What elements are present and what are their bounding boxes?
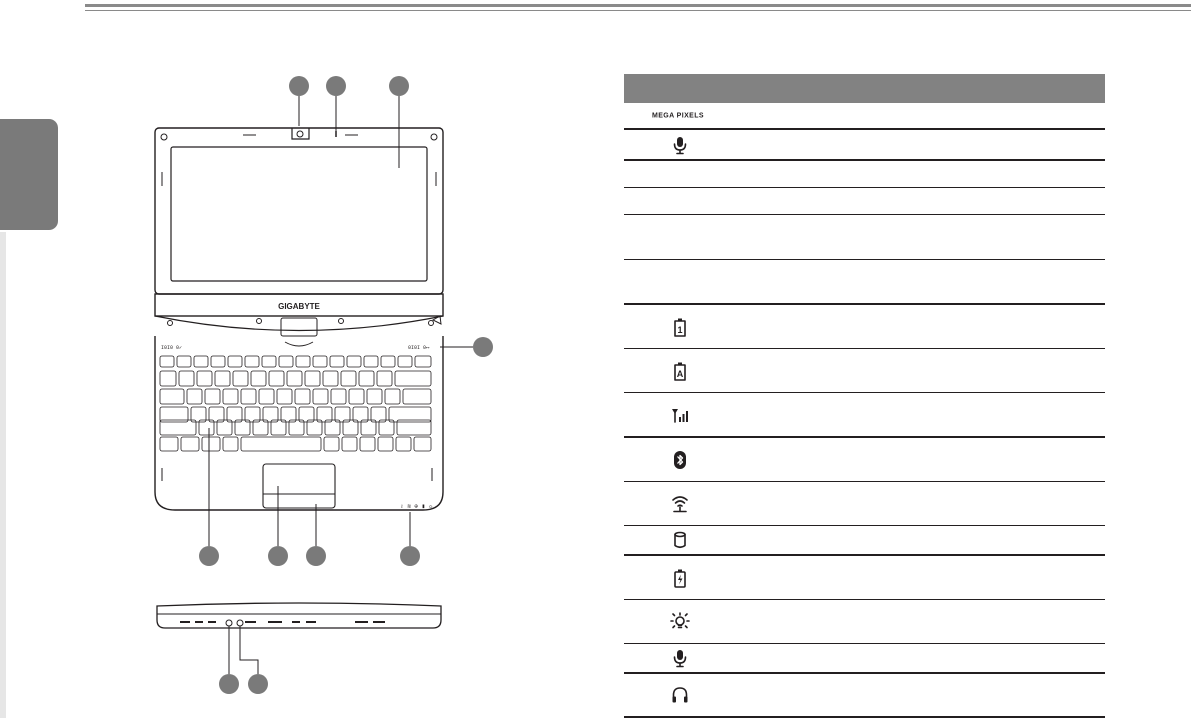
battery-a-icon xyxy=(670,361,690,381)
microphone-icon xyxy=(670,135,690,155)
spec-row-camera xyxy=(624,103,1105,130)
svg-text:1: 1 xyxy=(677,324,683,335)
spec-row-bluetooth xyxy=(624,438,1105,482)
spec-row-battery-a xyxy=(624,349,1105,393)
spec-table xyxy=(624,74,1105,718)
hdd-icon xyxy=(670,530,690,550)
spec-row-microphone xyxy=(624,130,1105,161)
signal-icon xyxy=(670,405,690,425)
mega-pixels-label: MEGA PIXELS xyxy=(652,112,704,119)
svg-text:♀ ≋ ⊕ ▮ ☼: ♀ ≋ ⊕ ▮ ☼ xyxy=(400,503,433,510)
battery-1-icon xyxy=(670,317,690,337)
spec-row-blank xyxy=(624,260,1105,305)
spec-row-light xyxy=(624,600,1105,644)
spec-row-battery-1 xyxy=(624,305,1105,349)
spec-row-hdd xyxy=(624,526,1105,556)
spec-row-blank xyxy=(624,161,1105,188)
spec-row-mic-jack xyxy=(624,644,1105,674)
bluetooth-icon xyxy=(670,450,690,470)
svg-text:A: A xyxy=(676,368,684,379)
headphone-icon xyxy=(670,685,690,705)
spec-row-headphone xyxy=(624,674,1105,718)
spec-row-blank xyxy=(624,215,1105,260)
callout-markers-top xyxy=(289,76,409,168)
wireless-icon xyxy=(670,494,690,514)
battery-charge-icon xyxy=(670,568,690,588)
spec-row-blank xyxy=(624,188,1105,215)
svg-text:0I0I 0⟷: 0I0I 0⟷ xyxy=(408,345,430,351)
spec-row-signal xyxy=(624,393,1105,438)
keyboard-drawing xyxy=(160,356,431,451)
spec-row-wireless xyxy=(624,482,1105,526)
brand-logo: GIGABYTE xyxy=(278,302,320,311)
spec-table-header xyxy=(624,74,1105,103)
svg-text:I0I0 0✓: I0I0 0✓ xyxy=(161,345,183,351)
light-bulb-icon xyxy=(670,612,690,632)
spec-row-battery-charge xyxy=(624,556,1105,600)
microphone-icon xyxy=(670,648,690,668)
